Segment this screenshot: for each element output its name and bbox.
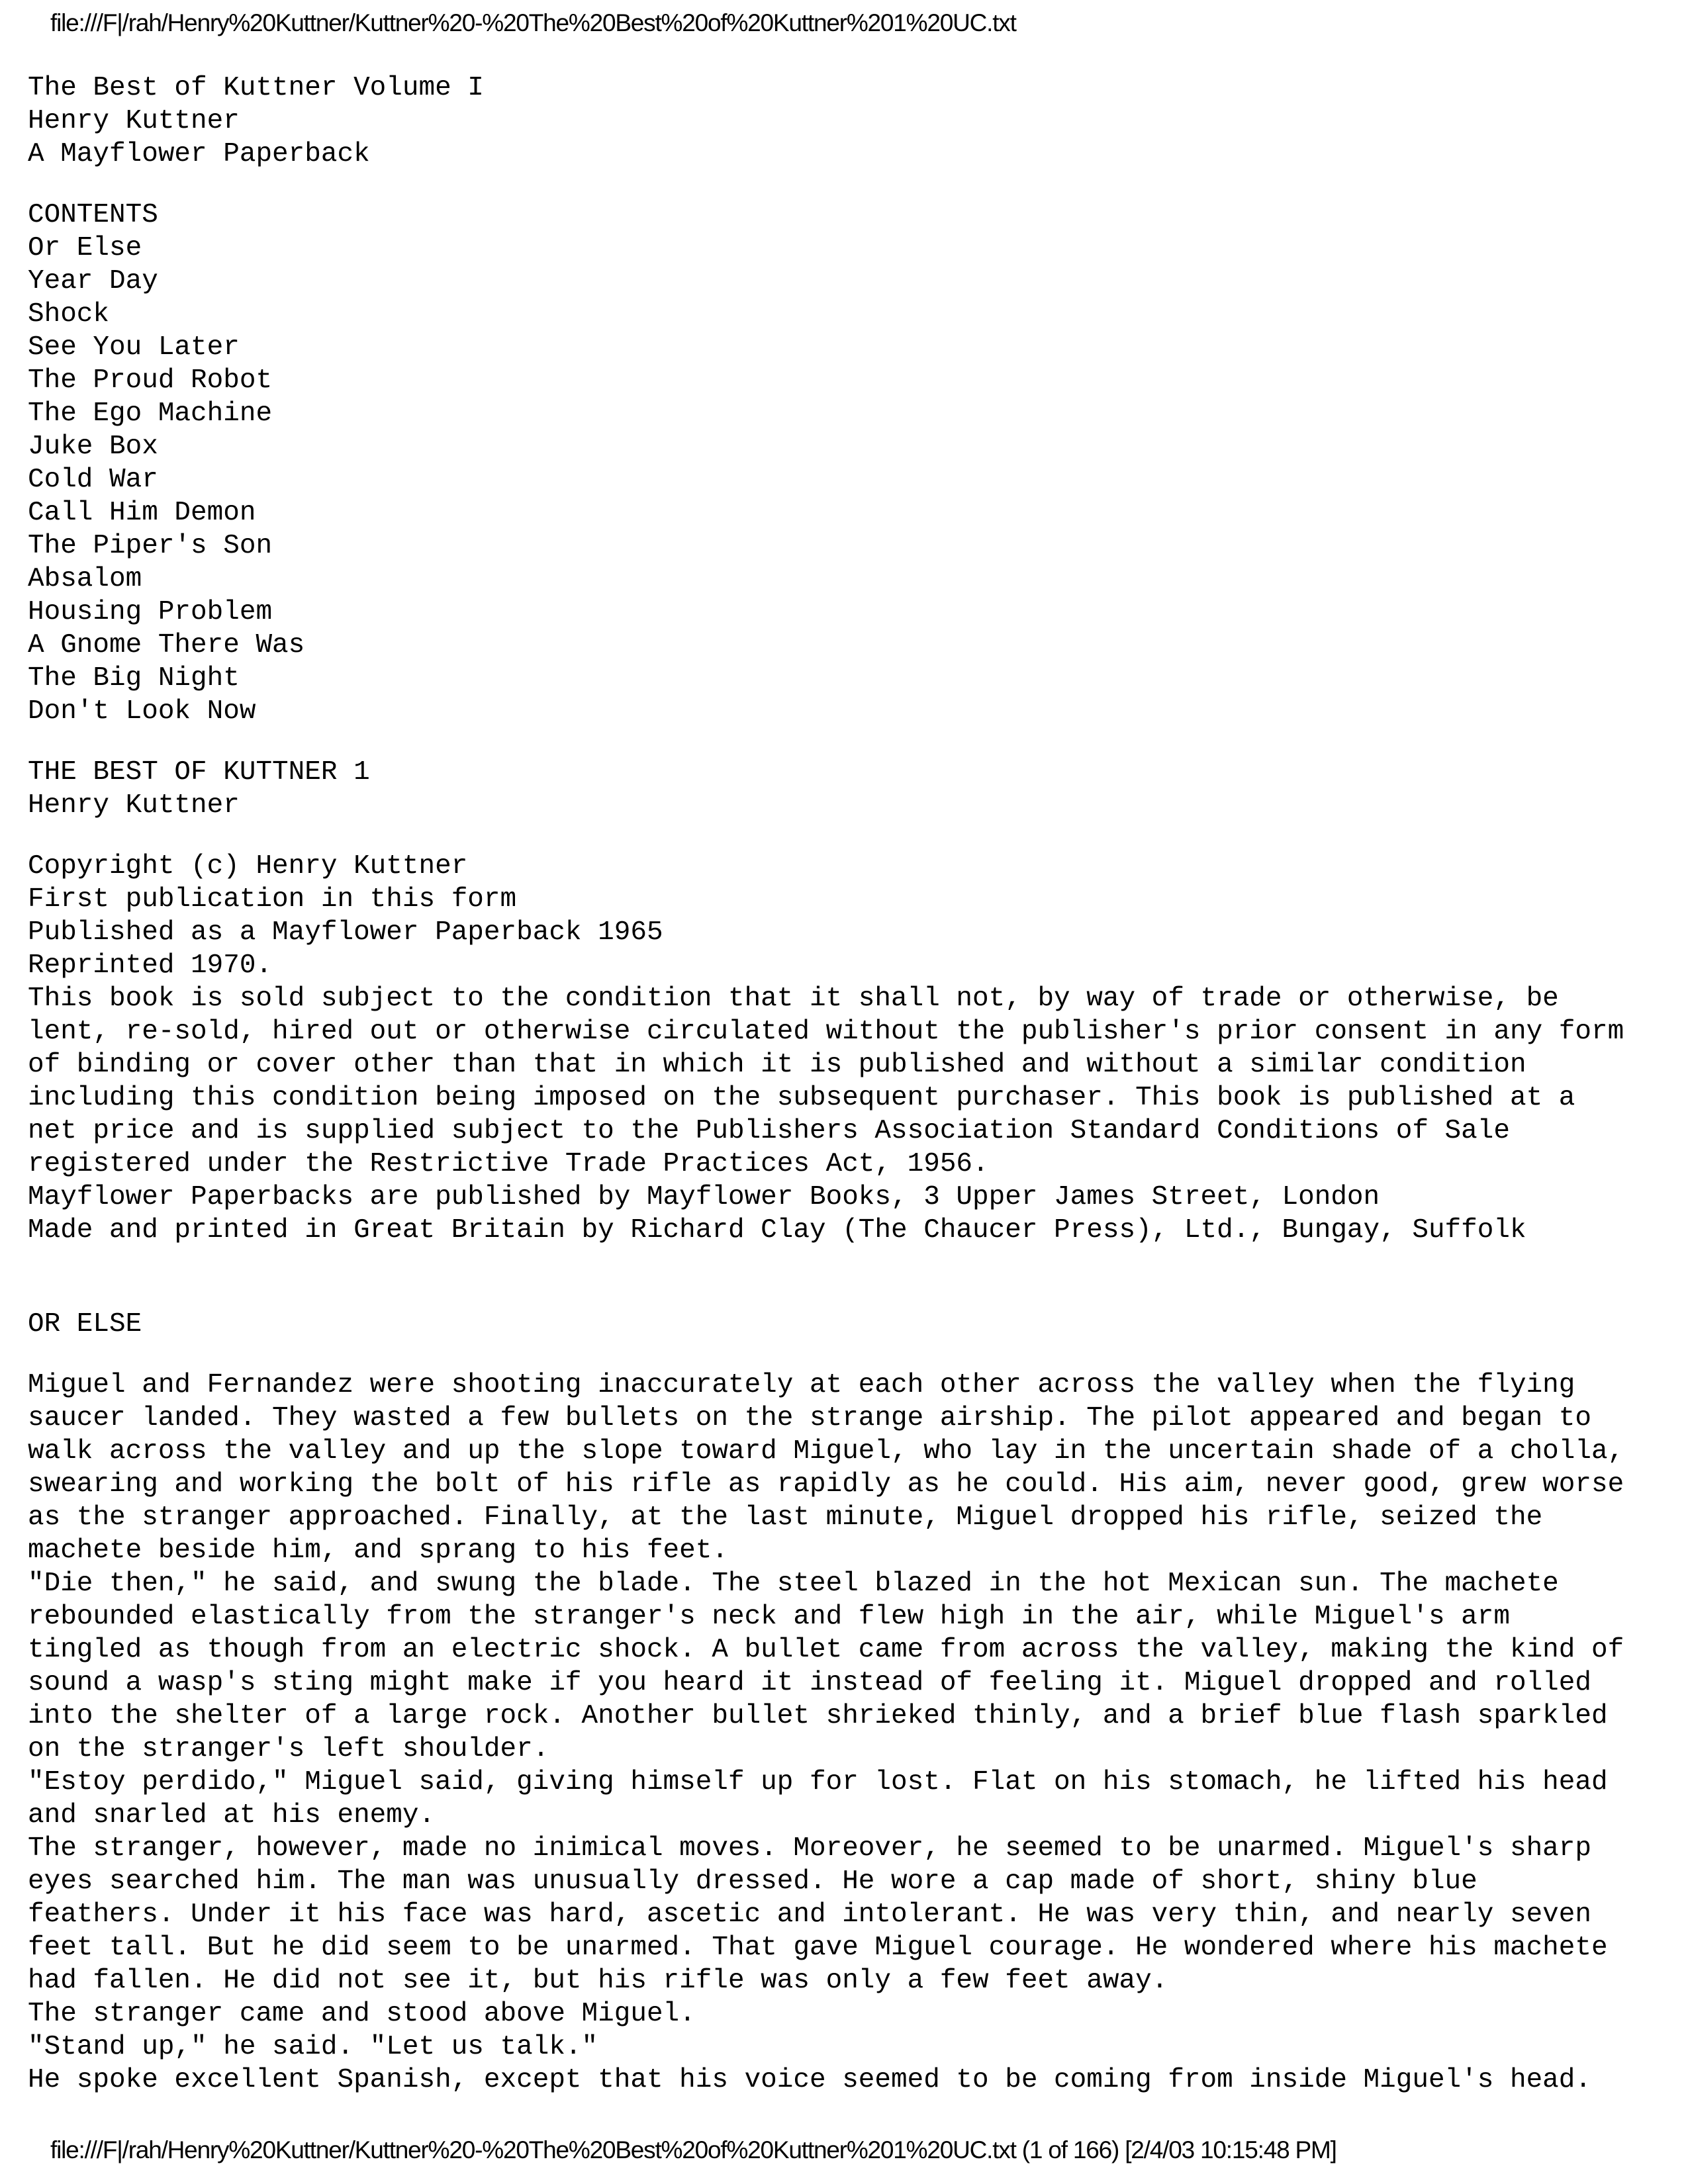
contents-item: Year Day <box>28 266 158 296</box>
copyright-line: of binding or cover other than that in which it is published and without a similar condition <box>28 1050 1526 1080</box>
second-author: Henry Kuttner <box>28 790 240 821</box>
story-line: as the stranger approached. Finally, at the last minute, Miguel dropped his rifle, seized the <box>28 1502 1543 1533</box>
contents-item: The Big Night <box>28 663 240 694</box>
book-author: Henry Kuttner <box>28 106 240 136</box>
copyright-line: First publication in this form <box>28 884 517 915</box>
story-line: and snarled at his enemy. <box>28 1800 436 1831</box>
story-line: feet tall. But he did seem to be unarmed. That gave Miguel courage. He wondered where his machete <box>28 1933 1608 1963</box>
story-line: machete beside him, and sprang to his feet. <box>28 1535 728 1566</box>
story-line: had fallen. He did not see it, but his rifle was only a few feet away. <box>28 1966 1168 1996</box>
second-title-block <box>28 756 1669 822</box>
story-line: tingled as though from an electric shock. A bullet came from across the valley, making the kind of <box>28 1635 1624 1665</box>
story-line: He spoke excellent Spanish, except that his voice seemed to be coming from inside Miguel's head. <box>28 2065 1591 2095</box>
story-line: rebounded elastically from the stranger's neck and flew high in the air, while Miguel's arm <box>28 1602 1510 1632</box>
contents-item: The Ego Machine <box>28 398 273 429</box>
copyright-line: This book is sold subject to the condition that it shall not, by way of trade or otherwise, be <box>28 983 1559 1014</box>
contents-item: Housing Problem <box>28 597 273 627</box>
story-line: saucer landed. They wasted a few bullets on the strange airship. The pilot appeared and began to <box>28 1403 1591 1433</box>
story-line: The stranger, however, made no inimical moves. Moreover, he seemed to be unarmed. Miguel's sharp <box>28 1833 1591 1864</box>
contents-item: Don't Look Now <box>28 696 256 727</box>
header-file-url: file:///F|/rah/Henry%20Kuttner/Kuttner%20-%20The%20Best%20of%20Kuttner%201%20UC.txt <box>50 9 1016 36</box>
contents-list <box>28 232 1669 728</box>
contents-item: Shock <box>28 299 110 330</box>
contents-item: Absalom <box>28 564 142 594</box>
copyright-line: Reprinted 1970. <box>28 950 273 981</box>
contents-item: The Piper's Son <box>28 531 273 561</box>
copyright-line: Published as a Mayflower Paperback 1965 <box>28 917 663 948</box>
story-line: eyes searched him. The man was unusually dressed. He wore a cap made of short, shiny blue <box>28 1866 1477 1897</box>
contents-section <box>28 199 1669 728</box>
copyright-line: including this condition being imposed on the subsequent purchaser. This book is published at a <box>28 1083 1575 1113</box>
footer-file-url: file:///F|/rah/Henry%20Kuttner/Kuttner%20-%20The%20Best%20of%20Kuttner%201%20UC.txt (1 of 166) [2/4/03 10:15:48 PM] <box>50 2136 1336 2163</box>
story-line: swearing and working the bolt of his rifle as rapidly as he could. His aim, never good, grew worse <box>28 1469 1624 1500</box>
contents-item: Juke Box <box>28 432 158 462</box>
story-line: walk across the valley and up the slope toward Miguel, who lay in the uncertain shade of a cholla, <box>28 1436 1624 1467</box>
document-body <box>28 71 1669 2097</box>
contents-item: Call Him Demon <box>28 498 256 528</box>
story-heading: OR ELSE <box>28 1309 142 1340</box>
contents-item: See You Later <box>28 332 240 363</box>
copyright-line: registered under the Restrictive Trade Practices Act, 1956. <box>28 1149 989 1179</box>
copyright-line: Mayflower Paperbacks are published by Mayflower Books, 3 Upper James Street, London <box>28 1182 1380 1212</box>
story-line: on the stranger's left shoulder. <box>28 1734 549 1764</box>
story-line: "Estoy perdido," Miguel said, giving himself up for lost. Flat on his stomach, he lifted his head <box>28 1767 1608 1797</box>
copyright-line: lent, re-sold, hired out or otherwise circulated without the publisher's prior consent in any form <box>28 1017 1624 1047</box>
story-line: feathers. Under it his face was hard, ascetic and intolerant. He was very thin, and nearly seven <box>28 1899 1591 1930</box>
story-line: "Die then," he said, and swung the blade. The steel blazed in the hot Mexican sun. The machete <box>28 1569 1559 1599</box>
story-text <box>28 1369 1669 2097</box>
book-publisher: A Mayflower Paperback <box>28 139 370 169</box>
copyright-line: Made and printed in Great Britain by Richard Clay (The Chaucer Press), Ltd., Bungay, Suffolk <box>28 1215 1526 1246</box>
story-line: The stranger came and stood above Miguel. <box>28 1999 696 2029</box>
contents-item: Cold War <box>28 465 158 495</box>
story-line: "Stand up," he said. "Let us talk." <box>28 2032 598 2062</box>
contents-item: Or Else <box>28 233 142 263</box>
story-section <box>28 1308 1669 2097</box>
story-line: sound a wasp's sting might make if you heard it instead of feeling it. Miguel dropped and rolled <box>28 1668 1591 1698</box>
contents-item: The Proud Robot <box>28 365 273 396</box>
story-line: into the shelter of a large rock. Another bullet shrieked thinly, and a brief blue flash sparkled <box>28 1701 1608 1731</box>
copyright-line: Copyright (c) Henry Kuttner <box>28 851 468 882</box>
second-title: THE BEST OF KUTTNER 1 <box>28 757 370 788</box>
story-line: Miguel and Fernandez were shooting inaccurately at each other across the valley when the flying <box>28 1370 1575 1400</box>
contents-heading: CONTENTS <box>28 200 158 230</box>
title-block <box>28 71 1669 171</box>
contents-item: A Gnome There Was <box>28 630 305 660</box>
book-title: The Best of Kuttner Volume I <box>28 73 484 103</box>
copyright-section <box>28 850 1669 1247</box>
copyright-line: net price and is supplied subject to the Publishers Association Standard Conditions of Sale <box>28 1116 1510 1146</box>
